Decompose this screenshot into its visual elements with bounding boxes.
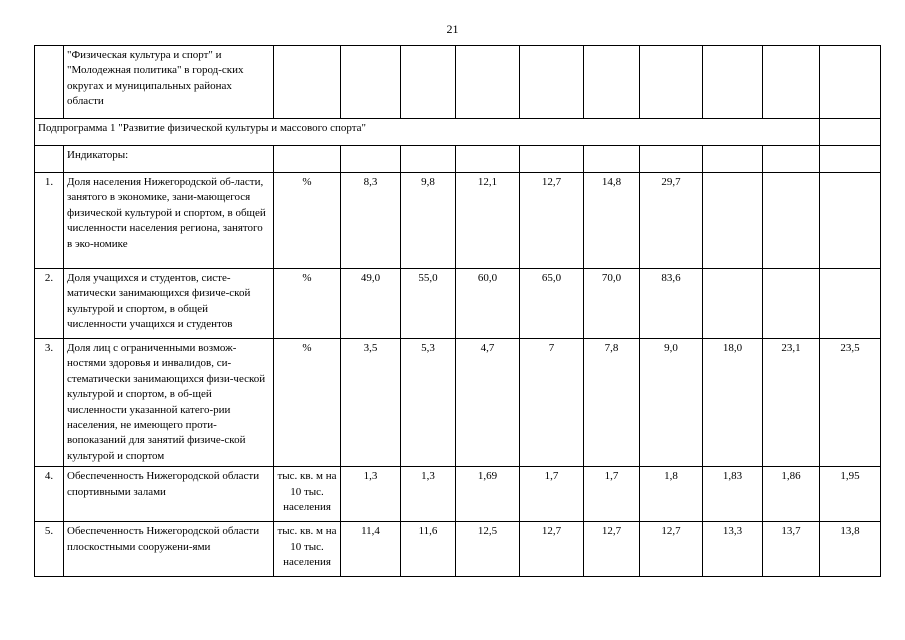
row-name: Обеспеченность Нижегородской области спортивными залами <box>64 467 274 522</box>
row-value: 12,5 <box>456 522 520 577</box>
row-value: 12,7 <box>584 522 640 577</box>
row-value: 13,3 <box>703 522 763 577</box>
row-value <box>763 173 820 269</box>
page-number: 21 <box>446 22 459 36</box>
row-value: 83,6 <box>640 269 703 339</box>
row-value: 1,7 <box>584 467 640 522</box>
row-number: 1. <box>35 173 64 269</box>
table-row <box>35 467 881 522</box>
table-row <box>35 269 881 339</box>
row-value: 13,8 <box>820 522 881 577</box>
row-name: Доля лиц с ограниченными возмож-ностями здоровья и инвалидов, си-стематически занимающихся физи-ческой культурой и спортом, в об-щей численности указанной катего-рии населения, не имеющего проти-вопоказаний для занятий физиче-ской культурой и спортом <box>64 339 274 467</box>
row-number: 5. <box>35 522 64 577</box>
row-value: 23,5 <box>820 339 881 467</box>
row-value: 14,8 <box>584 173 640 269</box>
row-value <box>703 173 763 269</box>
row-number: 3. <box>35 339 64 467</box>
row-value: 12,7 <box>640 522 703 577</box>
row-value: 13,7 <box>763 522 820 577</box>
row-value: 3,5 <box>341 339 401 467</box>
row-value: 1,3 <box>341 467 401 522</box>
row-value: 23,1 <box>763 339 820 467</box>
subprogram-title: Подпрограмма 1 "Развитие физической культуры и массового спорта" <box>35 119 820 146</box>
row-value: 7 <box>520 339 584 467</box>
row-value: 9,0 <box>640 339 703 467</box>
row-value: 11,4 <box>341 522 401 577</box>
row-unit: тыс. кв. м на 10 тыс. населения <box>274 467 341 522</box>
row-value: 60,0 <box>456 269 520 339</box>
continuation-row <box>35 46 881 119</box>
row-value: 1,69 <box>456 467 520 522</box>
row-value: 18,0 <box>703 339 763 467</box>
indicators-label: Индикаторы: <box>64 146 274 173</box>
row-value: 8,3 <box>341 173 401 269</box>
row-unit: тыс. кв. м на 10 тыс. населения <box>274 522 341 577</box>
row-value <box>703 269 763 339</box>
row-value: 49,0 <box>341 269 401 339</box>
row-value: 29,7 <box>640 173 703 269</box>
table-row <box>35 522 881 577</box>
row-name: Доля населения Нижегородской об-ласти, занятого в экономике, зани-мающегося физической культурой и спортом, в общей численности населения региона, занятого в эко-номике <box>64 173 274 269</box>
row-value: 9,8 <box>401 173 456 269</box>
row-value: 70,0 <box>584 269 640 339</box>
subprogram-row <box>35 119 881 146</box>
row-value: 1,95 <box>820 467 881 522</box>
row-value: 1,86 <box>763 467 820 522</box>
row-name: Доля учащихся и студентов, систе-матически занимающихся физиче-ской культурой и спортом, в общей численности учащихся и студентов <box>64 269 274 339</box>
row-value: 12,7 <box>520 522 584 577</box>
row-value: 5,3 <box>401 339 456 467</box>
table-row <box>35 173 881 269</box>
row-value: 1,8 <box>640 467 703 522</box>
row-unit: % <box>274 173 341 269</box>
row-value: 1,7 <box>520 467 584 522</box>
row-value: 1,83 <box>703 467 763 522</box>
row-unit: % <box>274 269 341 339</box>
row-value <box>763 269 820 339</box>
indicators-label-row <box>35 146 881 173</box>
row-value: 12,1 <box>456 173 520 269</box>
row-value: 1,3 <box>401 467 456 522</box>
continuation-text: "Физическая культура и спорт" и "Молодежная политика" в город-ских округах и муниципальных районах области <box>64 46 274 119</box>
row-number: 4. <box>35 467 64 522</box>
row-value: 11,6 <box>401 522 456 577</box>
row-name: Обеспеченность Нижегородской области плоскостными сооружени-ями <box>64 522 274 577</box>
indicators-table <box>34 45 881 577</box>
row-value: 55,0 <box>401 269 456 339</box>
row-value: 4,7 <box>456 339 520 467</box>
row-unit: % <box>274 339 341 467</box>
row-value: 65,0 <box>520 269 584 339</box>
row-number: 2. <box>35 269 64 339</box>
row-value: 7,8 <box>584 339 640 467</box>
row-value: 12,7 <box>520 173 584 269</box>
table-row <box>35 339 881 467</box>
row-value <box>820 269 881 339</box>
row-value <box>820 173 881 269</box>
